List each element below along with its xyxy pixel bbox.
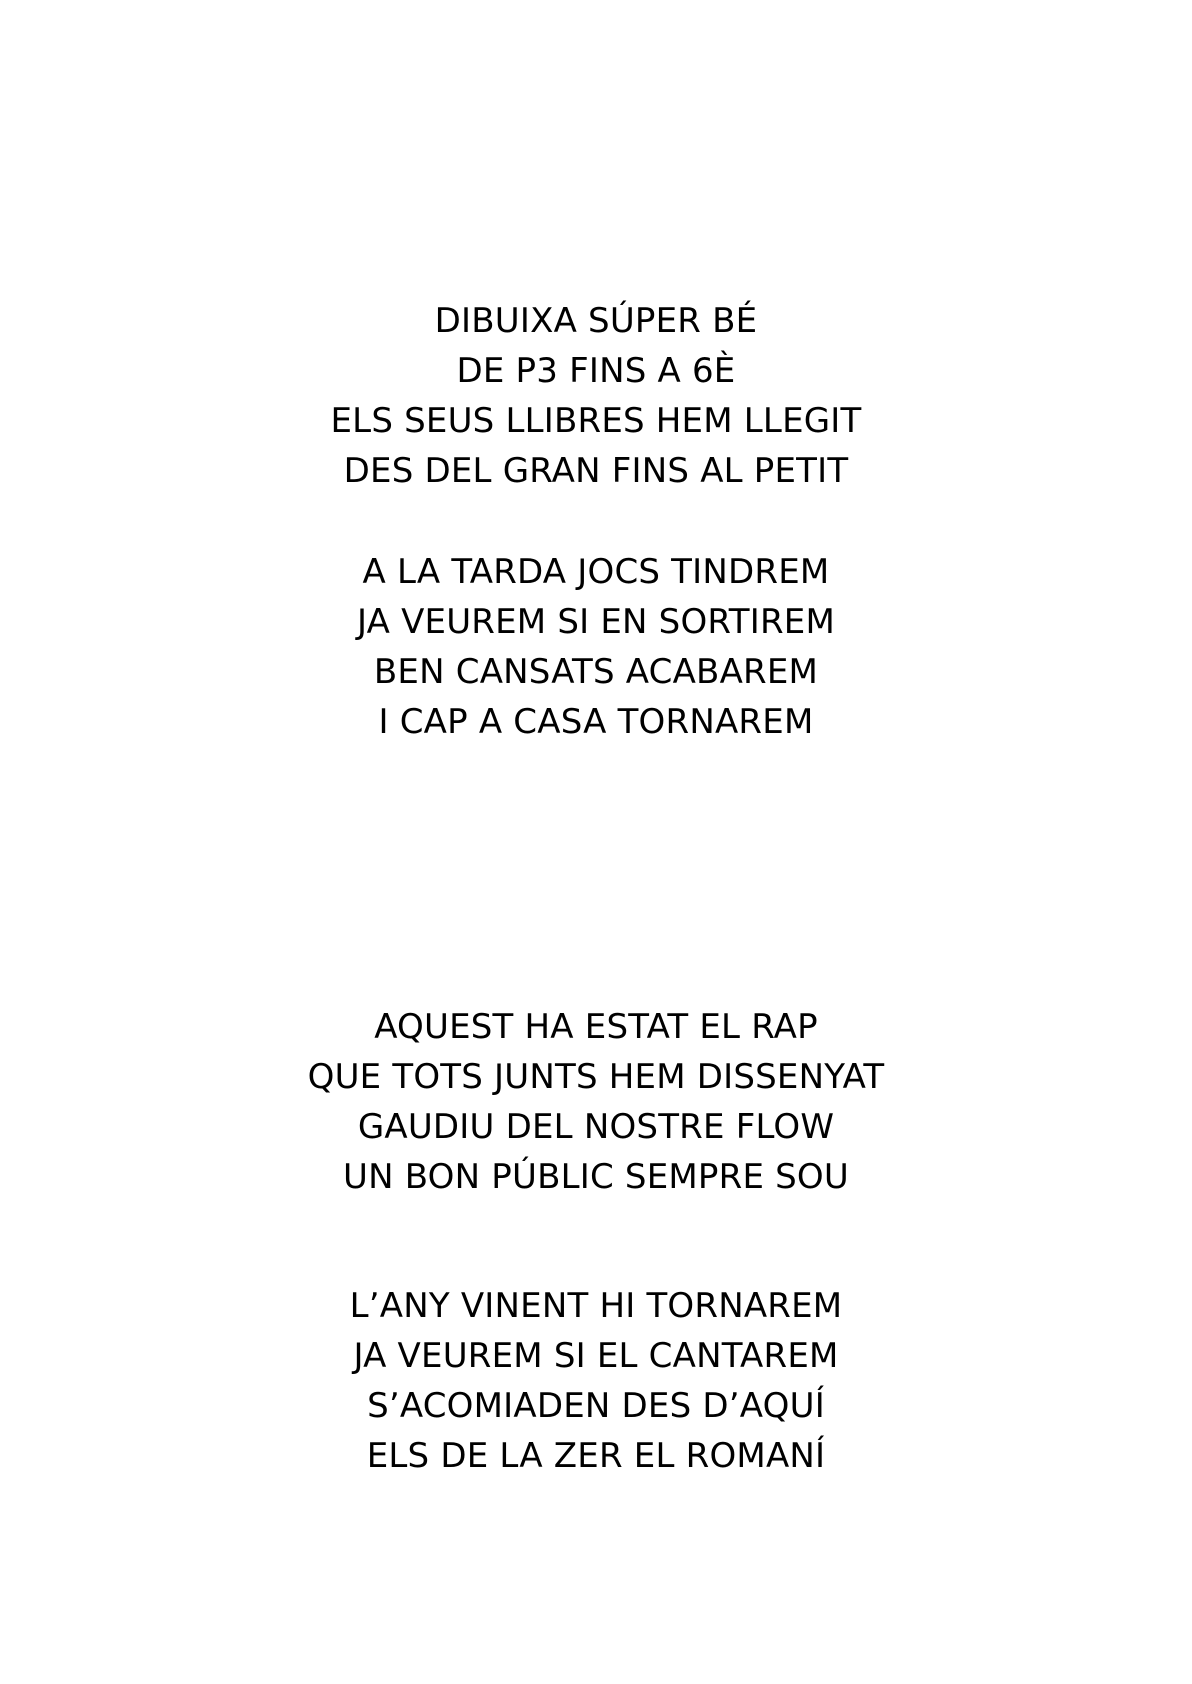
stanza-line: ELS SEUS LLIBRES HEM LLEGIT [330,401,862,441]
stanza-line: UN BON PÚBLIC SEMPRE SOU [343,1157,849,1197]
stanza-line: ELS DE LA ZER EL ROMANÍ [366,1436,826,1476]
stanza-line: DES DEL GRAN FINS AL PETIT [343,451,849,491]
stanza-line: DIBUIXA SÚPER BÉ [434,301,758,341]
stanza-line: A LA TARDA JOCS TINDREM [362,552,830,592]
stanza-line: JA VEUREM SI EL CANTAREM [353,1336,839,1376]
stanza-line: DE P3 FINS A 6È [456,351,736,391]
stanza-line: QUE TOTS JUNTS HEM DISSENYAT [307,1057,885,1097]
stanza-line: BEN CANSATS ACABAREM [373,652,819,692]
stanza-2 [0,547,1192,747]
stanza-line: L’ANY VINENT HI TORNAREM [349,1286,843,1326]
stanza-1 [0,296,1192,496]
stanza-3 [0,1002,1192,1202]
stanza-line: S’ACOMIADEN DES D’AQUÍ [367,1386,825,1426]
stanza-line: I CAP A CASA TORNAREM [378,702,814,742]
stanza-line: GAUDIU DEL NOSTRE FLOW [357,1107,835,1147]
stanza-line: AQUEST HA ESTAT EL RAP [374,1007,818,1047]
stanza-line: JA VEUREM SI EN SORTIREM [356,602,836,642]
stanza-4 [0,1281,1192,1481]
